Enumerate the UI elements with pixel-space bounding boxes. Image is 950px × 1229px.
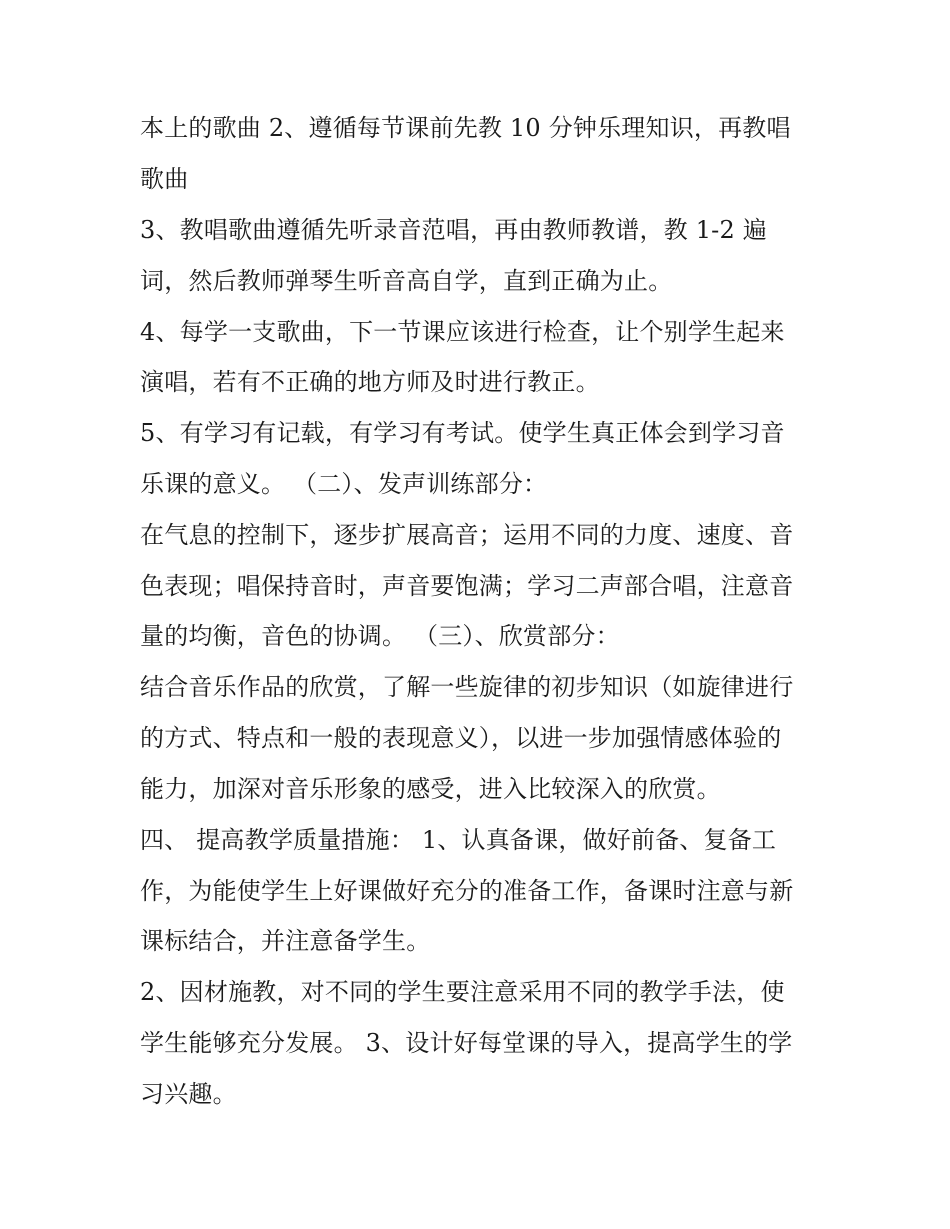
text-line: 习兴趣。	[140, 1080, 237, 1108]
text-line: 词，然后教师弹琴生听音高自学，直到正确为止。	[140, 267, 673, 295]
text-line: 色表现；唱保持音时，声音要饱满；学习二声部合唱，注意音	[140, 572, 794, 600]
text-line: 3、教唱歌曲遵循先听录音范唱，再由教师教谱，教 1-2 遍	[140, 216, 767, 244]
text-line: 乐课的意义。 （二）、发声训练部分：	[140, 470, 548, 498]
text-line: 的方式、特点和一般的表现意义），以进一步加强情感体验的	[140, 724, 782, 752]
text-line: 4、每学一支歌曲，下一节课应该进行检查，让个别学生起来	[140, 318, 785, 346]
text-line: 作，为能使学生上好课做好充分的准备工作，备课时注意与新	[140, 877, 794, 905]
text-line: 5、有学习有记载，有学习有考试。使学生真正体会到学习音	[140, 419, 785, 447]
text-line: 歌曲	[140, 165, 189, 193]
text-line: 2、因材施教，对不同的学生要注意采用不同的教学手法，使	[140, 978, 785, 1006]
text-line: 四、 提高教学质量措施： 1、认真备课，做好前备、复备工	[140, 826, 777, 854]
text-line: 课标结合，并注意备学生。	[140, 927, 431, 955]
text-line: 量的均衡，音色的协调。 （三）、欣赏部分：	[140, 622, 620, 650]
text-line: 演唱，若有不正确的地方师及时进行教正。	[140, 368, 600, 396]
text-line: 能力，加深对音乐形象的感受，进入比较深入的欣赏。	[140, 775, 721, 803]
text-line: 结合音乐作品的欣赏，了解一些旋律的初步知识（如旋律进行	[140, 673, 794, 701]
text-line: 本上的歌曲 2、遵循每节课前先教 10 分钟乐理知识，再教唱	[140, 114, 791, 142]
text-line: 在气息的控制下，逐步扩展高音；运用不同的力度、速度、音	[140, 521, 794, 549]
text-line: 学生能够充分发展。 3、设计好每堂课的导入，提高学生的学	[140, 1029, 793, 1057]
